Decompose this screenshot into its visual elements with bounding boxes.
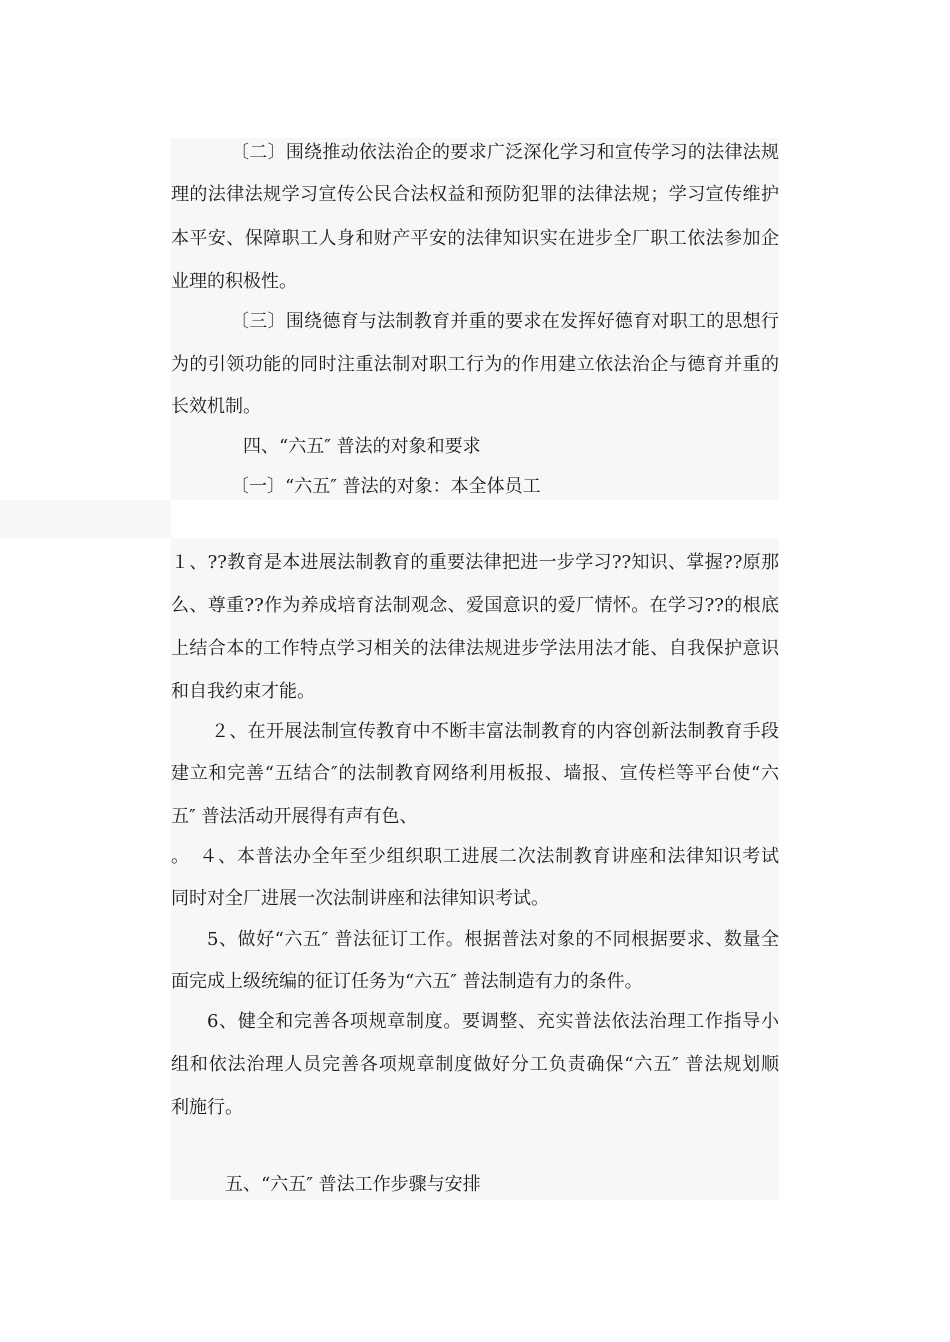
item-4-line-1: 。 ４、本普法办全年至少组织职工进展二次法制教育讲座和法律知识考试 <box>171 846 779 867</box>
paragraph-2-line-3: 本平安、保障职工人身和财产平安的法律知识实在进步全厂职工依法参加企 <box>171 228 779 249</box>
item-5-line-1: 5、做好“六五″ 普法征订工作。根据普法对象的不同根据要求、数量全 <box>207 929 779 950</box>
paragraph-2-line-4: 业理的积极性。 <box>171 271 297 292</box>
item-4-line-2: 同时对全厂进展一次法制讲座和法律知识考试。 <box>171 888 549 909</box>
item-1-line-2: 么、尊重??作为养成培育法制观念、爱国意识的爱厂情怀。在学习??的根底 <box>171 595 779 616</box>
item-2-line-2: 建立和完善“五结合″的法制教育网络利用板报、墙报、宣传栏等平台使“六 <box>171 763 779 784</box>
item-5-line-2: 面完成上级统编的征订任务为“六五″ 普法制造有力的条件。 <box>171 971 643 992</box>
item-6-line-2: 组和依法治理人员完善各项规章制度做好分工负责确保“六五″ 普法规划顺 <box>171 1054 779 1075</box>
item-2-line-3: 五″ 普法活动开展得有声有色、 <box>171 806 418 827</box>
paragraph-3-line-2: 为的引领功能的同时注重法制对职工行为的作用建立依法治企与德育并重的 <box>171 354 779 375</box>
subsection-1-heading: 〔一〕“六五″ 普法的对象：本全体员工 <box>231 476 541 497</box>
paragraph-2-line-1: 〔二〕围绕推动依法治企的要求广泛深化学习和宣传学习的法律法规 <box>231 142 779 163</box>
paragraph-2-line-2: 理的法律法规学习宣传公民合法权益和预防犯罪的法律法规；学习宣传维护 <box>171 184 779 205</box>
item-6-line-3: 利施行。 <box>171 1097 243 1118</box>
page-background-band <box>171 138 779 1200</box>
side-gray-strip <box>0 500 171 538</box>
item-2-line-1: ２、在开展法制宣传教育中不断丰富法制教育的内容创新法制教育手段 <box>211 721 779 742</box>
item-6-line-1: 6、健全和完善各项规章制度。要调整、充实普法依法治理工作指导小 <box>207 1011 779 1032</box>
blank-gap <box>171 500 779 538</box>
item-1-line-4: 和自我约束才能。 <box>171 681 315 702</box>
paragraph-3-line-1: 〔三〕围绕德育与法制教育并重的要求在发挥好德育对职工的思想行 <box>231 311 779 332</box>
item-1-line-3: 上结合本的工作特点学习相关的法律法规进步学法用法才能、自我保护意识 <box>171 638 779 659</box>
paragraph-3-line-3: 长效机制。 <box>171 396 261 417</box>
item-1-line-1: １、??教育是本进展法制教育的重要法律把进一步学习??知识、掌握??原那 <box>171 552 779 573</box>
section-4-heading: 四、“六五″ 普法的对象和要求 <box>243 436 481 457</box>
section-5-heading: 五、“六五″ 普法工作步骤与安排 <box>225 1174 481 1195</box>
